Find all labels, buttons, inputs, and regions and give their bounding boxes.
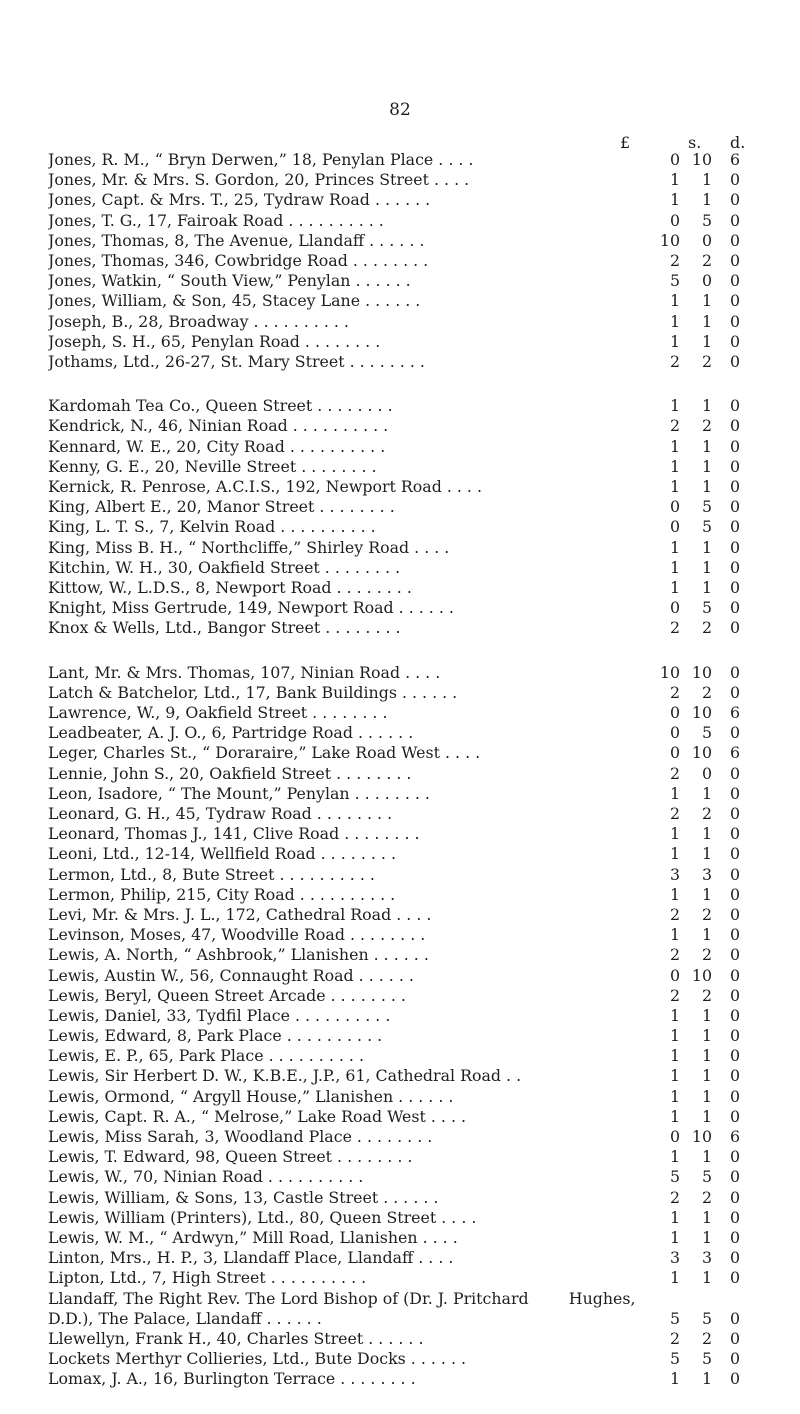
- list-entry: [48, 251, 768, 271]
- list-entry: [48, 170, 768, 190]
- list-entry: [48, 1127, 768, 1147]
- amount-pounds: 2: [669, 985, 680, 1005]
- amount-pounds: 0: [669, 1127, 680, 1146]
- amount-pounds: 5: [669, 1308, 680, 1328]
- subscriber-name: Kendrick, N., 46, Ninian Road . . . . . . . . . .: [48, 416, 389, 436]
- amount-shillings: 1: [701, 1086, 712, 1106]
- list-entry: [48, 1289, 768, 1329]
- amount-pence: 0: [729, 557, 740, 577]
- list-entry: [48, 437, 768, 457]
- subscriber-name: Lermon, Philip, 215, City Road . . . . . . . . . .: [48, 884, 396, 904]
- subscriber-name: Jothams, Ltd., 26-27, St. Mary Street . . . . . . . .: [48, 351, 425, 371]
- amount-pence: 0: [729, 1187, 740, 1207]
- subscriber-name: Kardomah Tea Co., Queen Street . . . . . . . .: [48, 396, 393, 416]
- amount-pence: 0: [729, 1046, 740, 1066]
- list-entry: [48, 1006, 768, 1026]
- subscriber-name: Lermon, Ltd., 8, Bute Street . . . . . . . . . .: [48, 864, 375, 884]
- amount-pence: 0: [729, 783, 740, 803]
- amount-pounds: 2: [669, 351, 680, 371]
- subscriber-name: Joseph, B., 28, Broadway . . . . . . . . . .: [48, 311, 349, 331]
- list-entry: [48, 497, 768, 517]
- subscriber-name: Kernick, R. Penrose, A.C.I.S., 192, Newport Road . . . .: [48, 477, 482, 496]
- list-entry: [48, 1208, 768, 1228]
- list-entry: [48, 517, 768, 537]
- amount-pounds: 1: [669, 925, 680, 945]
- list-entry: [48, 618, 768, 638]
- amount-shillings: 3: [701, 1248, 712, 1268]
- list-entry: [48, 211, 768, 231]
- amount-pence: 0: [729, 210, 740, 230]
- amount-pounds: 2: [669, 1187, 680, 1207]
- amount-shillings: 5: [701, 723, 712, 743]
- list-entry: [48, 1107, 768, 1127]
- letter-section: [48, 150, 768, 372]
- subscriber-name: Llandaff, The Right Rev. The Lord Bishop of (Dr. J. Pritchard Hughes, D.D.), The Palace, Llandaff . . . . . .: [48, 1288, 636, 1328]
- subscriber-name: Levinson, Moses, 47, Woodville Road . . . . . . . .: [48, 925, 426, 945]
- subscriber-name: Leadbeater, A. J. O., 6, Partridge Road . . . . . .: [48, 723, 414, 743]
- amount-shillings: 2: [701, 682, 712, 702]
- subscriber-name: Jones, Thomas, 346, Cowbridge Road . . . . . . . .: [48, 250, 429, 270]
- amount-shillings: 1: [701, 1369, 712, 1389]
- subscriber-name: Jones, R. M., “ Bryn Derwen,” 18, Penylan Place . . . .: [48, 150, 474, 169]
- page-number: 82: [389, 100, 411, 120]
- amount-shillings: 5: [701, 1167, 712, 1187]
- amount-pence: 0: [729, 1308, 740, 1328]
- subscriber-name: Jones, Capt. & Mrs. T., 25, Tydraw Road . . . . . .: [48, 190, 431, 210]
- amount-pence: 0: [729, 170, 740, 190]
- amount-pence: 0: [729, 824, 740, 844]
- amount-pounds: 1: [669, 436, 680, 456]
- amount-pence: 0: [729, 804, 740, 823]
- list-entry: [48, 1349, 768, 1369]
- subscriber-name: Lewis, W. M., “ Ardwyn,” Mill Road, Llanishen . . . .: [48, 1227, 458, 1247]
- subscriber-name: Kitchin, W. H., 30, Oakfield Street . . . . . . . .: [48, 557, 401, 577]
- amount-shillings: 1: [701, 1147, 712, 1167]
- amount-pounds: 1: [669, 190, 680, 210]
- amount-pounds: 1: [669, 1227, 680, 1247]
- amount-shillings: 0: [701, 763, 712, 783]
- subscriber-name: Lewis, Sir Herbert D. W., K.B.E., J.P., 61, Cathedral Road . .: [48, 1066, 522, 1086]
- amount-pounds: 2: [669, 682, 680, 702]
- amount-shillings: 1: [701, 537, 712, 557]
- amount-pounds: 2: [669, 618, 680, 638]
- list-entry: [48, 743, 768, 763]
- amount-pence: 0: [729, 618, 740, 638]
- list-entry: [48, 1369, 768, 1389]
- amount-pence: 0: [729, 864, 740, 884]
- list-entry: [48, 945, 768, 965]
- subscriber-name: Leger, Charles St., “ Doraraire,” Lake Road West . . . .: [48, 743, 481, 763]
- amount-pounds: 1: [669, 1086, 680, 1106]
- amount-shillings: 1: [701, 1066, 712, 1086]
- amount-pence: 6: [729, 703, 740, 723]
- amount-pence: 0: [729, 985, 740, 1005]
- list-entry: [48, 784, 768, 804]
- amount-pounds: 0: [669, 497, 680, 517]
- amount-pence: 0: [729, 577, 740, 597]
- amount-shillings: 2: [701, 618, 712, 638]
- amount-shillings: 1: [701, 436, 712, 456]
- list-entry: [48, 1329, 768, 1349]
- amount-pence: 0: [729, 477, 740, 496]
- amount-pence: 0: [729, 1268, 740, 1288]
- list-entry: [48, 457, 768, 477]
- amount-shillings: 5: [701, 497, 712, 517]
- amount-shillings: 1: [701, 1207, 712, 1227]
- amount-pounds: 1: [669, 291, 680, 311]
- amount-shillings: 1: [701, 170, 712, 190]
- amount-pounds: 3: [669, 1248, 680, 1268]
- amount-pence: 0: [729, 311, 740, 331]
- amount-shillings: 2: [701, 1328, 712, 1348]
- amount-shillings: 5: [701, 1349, 712, 1369]
- amount-pence: 0: [729, 723, 740, 743]
- amount-shillings: 10: [691, 150, 712, 169]
- amount-pounds: 1: [669, 1106, 680, 1126]
- amount-shillings: 1: [701, 456, 712, 476]
- amount-pence: 0: [729, 965, 740, 985]
- amount-pounds: 5: [669, 1167, 680, 1187]
- amount-pence: 0: [729, 598, 740, 618]
- amount-pounds: 2: [669, 1328, 680, 1348]
- subscriber-name: Lewis, Capt. R. A., “ Melrose,” Lake Road West . . . .: [48, 1106, 467, 1126]
- amount-shillings: 5: [701, 517, 712, 537]
- list-entry: [48, 966, 768, 986]
- list-entry: [48, 477, 768, 497]
- subscriber-name: Kittow, W., L.D.S., 8, Newport Road . . . . . . . .: [48, 577, 412, 597]
- list-entry: [48, 1066, 768, 1086]
- amount-pounds: 10: [659, 230, 680, 250]
- amount-pence: 0: [729, 396, 740, 416]
- subscriber-name: Lipton, Ltd., 7, High Street . . . . . . . . . .: [48, 1268, 367, 1288]
- amount-pence: 0: [729, 537, 740, 557]
- amount-shillings: 1: [701, 331, 712, 351]
- amount-pounds: 1: [669, 577, 680, 597]
- amount-shillings: 10: [691, 662, 712, 682]
- amount-pounds: 1: [669, 456, 680, 476]
- amount-pence: 0: [729, 1328, 740, 1348]
- amount-pounds: 2: [669, 416, 680, 436]
- list-entry: [48, 396, 768, 416]
- amount-pounds: 2: [669, 250, 680, 270]
- amount-pence: 0: [729, 925, 740, 945]
- list-entry: [48, 905, 768, 925]
- amount-pence: 0: [729, 291, 740, 311]
- amount-pence: 0: [729, 1147, 740, 1167]
- amount-pence: 0: [729, 945, 740, 965]
- amount-pounds: 1: [669, 1268, 680, 1288]
- shillings-column-header: s.: [688, 133, 702, 152]
- amount-pounds: 1: [669, 477, 680, 496]
- subscriber-name: Lomax, J. A., 16, Burlington Terrace . . . . . . . .: [48, 1369, 416, 1389]
- subscriber-name: Lewis, William, & Sons, 13, Castle Street . . . . . .: [48, 1187, 439, 1207]
- amount-shillings: 2: [701, 945, 712, 965]
- amount-pence: 0: [729, 1227, 740, 1247]
- subscription-list: [48, 150, 768, 1414]
- list-entry: [48, 538, 768, 558]
- amount-pence: 0: [729, 230, 740, 250]
- list-entry: [48, 663, 768, 683]
- list-entry: [48, 1147, 768, 1167]
- subscriber-name: Leoni, Ltd., 12-14, Wellfield Road . . . . . . . .: [48, 844, 396, 864]
- amount-pounds: 5: [669, 271, 680, 291]
- amount-pounds: 1: [669, 557, 680, 577]
- subscriber-name: Lewis, W., 70, Ninian Road . . . . . . . . . .: [48, 1167, 364, 1187]
- amount-pounds: 1: [669, 1026, 680, 1046]
- amount-shillings: 1: [701, 190, 712, 210]
- amount-shillings: 5: [701, 210, 712, 230]
- amount-shillings: 10: [691, 743, 712, 763]
- subscriber-name: Levi, Mr. & Mrs. J. L., 172, Cathedral Road . . . .: [48, 904, 432, 924]
- list-entry: [48, 1026, 768, 1046]
- amount-shillings: 1: [701, 1005, 712, 1025]
- letter-section: [48, 663, 768, 1390]
- subscriber-name: Jones, Watkin, “ South View,” Penylan . . . . . .: [48, 271, 411, 291]
- amount-pounds: 3: [669, 864, 680, 884]
- list-entry: [48, 986, 768, 1006]
- amount-pence: 0: [729, 1349, 740, 1369]
- subscriber-name: Joseph, S. H., 65, Penylan Road . . . . . . . .: [48, 331, 381, 351]
- amount-shillings: 1: [701, 1268, 712, 1288]
- amount-pence: 6: [729, 1127, 740, 1146]
- amount-pounds: 5: [669, 1349, 680, 1369]
- amount-pence: 6: [729, 150, 740, 169]
- amount-shillings: 2: [701, 416, 712, 436]
- subscriber-name: Leon, Isadore, “ The Mount,” Penylan . . . . . . . .: [48, 783, 430, 803]
- amount-pounds: 1: [669, 170, 680, 190]
- amount-pence: 0: [729, 1106, 740, 1126]
- list-entry: [48, 332, 768, 352]
- amount-shillings: 2: [701, 1187, 712, 1207]
- amount-pence: 0: [729, 351, 740, 371]
- list-entry: [48, 1046, 768, 1066]
- amount-shillings: 1: [701, 1026, 712, 1046]
- amount-shillings: 1: [701, 291, 712, 311]
- list-entry: [48, 190, 768, 210]
- subscriber-name: King, Albert E., 20, Manor Street . . . . . . . .: [48, 497, 395, 517]
- amount-shillings: 2: [701, 904, 712, 924]
- list-entry: [48, 416, 768, 436]
- subscriber-name: Lawrence, W., 9, Oakfield Street . . . . . . . .: [48, 703, 388, 723]
- list-entry: [48, 271, 768, 291]
- list-entry: [48, 231, 768, 251]
- amount-pounds: 1: [669, 783, 680, 803]
- amount-shillings: 1: [701, 925, 712, 945]
- amount-shillings: 1: [701, 824, 712, 844]
- list-entry: [48, 764, 768, 784]
- amount-pence: 0: [729, 271, 740, 291]
- list-entry: [48, 925, 768, 945]
- subscriber-name: Lockets Merthyr Collieries, Ltd., Bute Docks . . . . . .: [48, 1349, 467, 1369]
- list-entry: [48, 312, 768, 332]
- amount-pounds: 2: [669, 904, 680, 924]
- amount-shillings: 1: [701, 557, 712, 577]
- subscriber-name: King, Miss B. H., “ Northcliffe,” Shirley Road . . . .: [48, 537, 450, 557]
- amount-shillings: 1: [701, 1106, 712, 1126]
- amount-shillings: 1: [701, 577, 712, 597]
- amount-shillings: 10: [691, 703, 712, 723]
- amount-shillings: 5: [701, 1308, 712, 1328]
- amount-pounds: 2: [669, 763, 680, 783]
- amount-pounds: 1: [669, 331, 680, 351]
- amount-pounds: 1: [669, 1066, 680, 1086]
- amount-pence: 0: [729, 436, 740, 456]
- amount-pence: 0: [729, 844, 740, 864]
- amount-pounds: 1: [669, 1005, 680, 1025]
- subscriber-name: Jones, Mr. & Mrs. S. Gordon, 20, Princes Street . . . .: [48, 170, 470, 190]
- amount-shillings: 3: [701, 864, 712, 884]
- amount-pence: 0: [729, 416, 740, 436]
- amount-pounds: 2: [669, 945, 680, 965]
- subscriber-name: Lewis, E. P., 65, Park Place . . . . . . . . . .: [48, 1046, 364, 1066]
- subscriber-name: Lewis, A. North, “ Ashbrook,” Llanishen . . . . . .: [48, 945, 429, 965]
- subscriber-name: Leonard, Thomas J., 141, Clive Road . . . . . . . .: [48, 824, 420, 844]
- pounds-column-header: £: [620, 133, 631, 152]
- list-entry: [48, 703, 768, 723]
- amount-shillings: 2: [701, 804, 712, 823]
- subscriber-name: Lant, Mr. & Mrs. Thomas, 107, Ninian Road . . . .: [48, 662, 441, 682]
- list-entry: [48, 1248, 768, 1268]
- amount-shillings: 1: [701, 844, 712, 864]
- list-entry: [48, 804, 768, 824]
- amount-shillings: 1: [701, 884, 712, 904]
- amount-pence: 0: [729, 1066, 740, 1086]
- subscriber-name: Lewis, William (Printers), Ltd., 80, Queen Street . . . .: [48, 1207, 477, 1227]
- amount-pence: 0: [729, 497, 740, 517]
- amount-shillings: 2: [701, 250, 712, 270]
- amount-shillings: 5: [701, 598, 712, 618]
- amount-pounds: 1: [669, 1147, 680, 1167]
- list-entry: [48, 1188, 768, 1208]
- amount-pounds: 1: [669, 396, 680, 416]
- list-entry: [48, 578, 768, 598]
- list-entry: [48, 1268, 768, 1288]
- amount-pence: 0: [729, 331, 740, 351]
- amount-pence: 0: [729, 1086, 740, 1106]
- amount-shillings: 2: [701, 985, 712, 1005]
- amount-pence: 0: [729, 1167, 740, 1187]
- subscriber-name: Lewis, Edward, 8, Park Place . . . . . . . . . .: [48, 1026, 383, 1046]
- amount-shillings: 1: [701, 477, 712, 496]
- subscriber-name: Jones, William, & Son, 45, Stacey Lane . . . . . .: [48, 291, 421, 311]
- amount-pounds: 0: [669, 517, 680, 537]
- amount-shillings: 10: [691, 965, 712, 985]
- amount-pence: 0: [729, 250, 740, 270]
- amount-pounds: 1: [669, 1207, 680, 1227]
- amount-pounds: 1: [669, 311, 680, 331]
- list-entry: [48, 1228, 768, 1248]
- amount-pence: 0: [729, 1026, 740, 1046]
- subscriber-name: Kennard, W. E., 20, City Road . . . . . . . . . .: [48, 436, 386, 456]
- amount-pence: 0: [729, 904, 740, 924]
- letter-section: [48, 396, 768, 638]
- subscriber-name: Leonard, G. H., 45, Tydraw Road . . . . . . . .: [48, 804, 393, 823]
- subscriber-name: Knight, Miss Gertrude, 149, Newport Road . . . . . .: [48, 598, 454, 618]
- amount-pence: 0: [729, 662, 740, 682]
- amount-shillings: 1: [701, 1227, 712, 1247]
- amount-pounds: 1: [669, 884, 680, 904]
- list-entry: [48, 598, 768, 618]
- list-entry: [48, 1167, 768, 1187]
- subscriber-name: Linton, Mrs., H. P., 3, Llandaff Place, Llandaff . . . .: [48, 1248, 454, 1268]
- amount-shillings: 1: [701, 396, 712, 416]
- list-entry: [48, 291, 768, 311]
- subscriber-name: Jones, Thomas, 8, The Avenue, Llandaff . . . . . .: [48, 230, 425, 250]
- subscriber-name: Lewis, Austin W., 56, Connaught Road . . . . . .: [48, 965, 414, 985]
- subscriber-name: Lewis, Beryl, Queen Street Arcade . . . . . . . .: [48, 985, 406, 1005]
- amount-pounds: 0: [669, 150, 680, 169]
- subscriber-name: Latch & Batchelor, Ltd., 17, Bank Buildings . . . . . .: [48, 682, 458, 702]
- amount-pence: 0: [729, 456, 740, 476]
- amount-pounds: 2: [669, 804, 680, 823]
- list-entry: [48, 352, 768, 372]
- amount-pence: 0: [729, 517, 740, 537]
- amount-pounds: 1: [669, 824, 680, 844]
- subscriber-name: Lewis, Miss Sarah, 3, Woodland Place . . . . . . . .: [48, 1127, 433, 1146]
- subscriber-name: Lennie, John S., 20, Oakfield Street . . . . . . . .: [48, 763, 412, 783]
- subscriber-name: Knox & Wells, Ltd., Bangor Street . . . . . . . .: [48, 618, 401, 638]
- amount-pounds: 0: [669, 965, 680, 985]
- list-entry: [48, 150, 768, 170]
- amount-shillings: 0: [701, 271, 712, 291]
- amount-pounds: 1: [669, 537, 680, 557]
- amount-pence: 0: [729, 1369, 740, 1389]
- amount-pounds: 0: [669, 743, 680, 763]
- pence-column-header: d.: [730, 133, 746, 152]
- subscriber-name: Kenny, G. E., 20, Neville Street . . . . . . . .: [48, 456, 377, 476]
- amount-pence: 0: [729, 884, 740, 904]
- amount-pence: 0: [729, 682, 740, 702]
- list-entry: [48, 865, 768, 885]
- amount-pounds: 1: [669, 1369, 680, 1389]
- subscriber-name: Lewis, Ormond, “ Argyll House,” Llanishen . . . . . .: [48, 1086, 454, 1106]
- subscriber-name: Lewis, Daniel, 33, Tydfil Place . . . . . . . . . .: [48, 1005, 391, 1025]
- amount-pence: 6: [729, 743, 740, 763]
- amount-pounds: 0: [669, 703, 680, 723]
- amount-shillings: 10: [691, 1127, 712, 1146]
- subscriber-name: Jones, T. G., 17, Fairoak Road . . . . . . . . . .: [48, 210, 384, 230]
- amount-pence: 0: [729, 1248, 740, 1268]
- amount-pence: 0: [729, 763, 740, 783]
- amount-pounds: 1: [669, 844, 680, 864]
- amount-pence: 0: [729, 1207, 740, 1227]
- amount-shillings: 0: [701, 230, 712, 250]
- amount-pence: 0: [729, 190, 740, 210]
- amount-shillings: 1: [701, 1046, 712, 1066]
- amount-shillings: 1: [701, 783, 712, 803]
- amount-pence: 0: [729, 1005, 740, 1025]
- subscriber-name: King, L. T. S., 7, Kelvin Road . . . . . . . . . .: [48, 517, 376, 537]
- list-entry: [48, 683, 768, 703]
- subscriber-name: Llewellyn, Frank H., 40, Charles Street . . . . . .: [48, 1328, 424, 1348]
- list-entry: [48, 844, 768, 864]
- list-entry: [48, 558, 768, 578]
- list-entry: [48, 723, 768, 743]
- amount-pounds: 0: [669, 210, 680, 230]
- amount-shillings: 1: [701, 311, 712, 331]
- list-entry: [48, 824, 768, 844]
- amount-shillings: 2: [701, 351, 712, 371]
- list-entry: [48, 1087, 768, 1107]
- amount-pounds: 0: [669, 598, 680, 618]
- amount-pounds: 0: [669, 723, 680, 743]
- subscriber-name: Lewis, T. Edward, 98, Queen Street . . . . . . . .: [48, 1147, 413, 1167]
- amount-pounds: 1: [669, 1046, 680, 1066]
- amount-pounds: 10: [659, 662, 680, 682]
- list-entry: [48, 885, 768, 905]
